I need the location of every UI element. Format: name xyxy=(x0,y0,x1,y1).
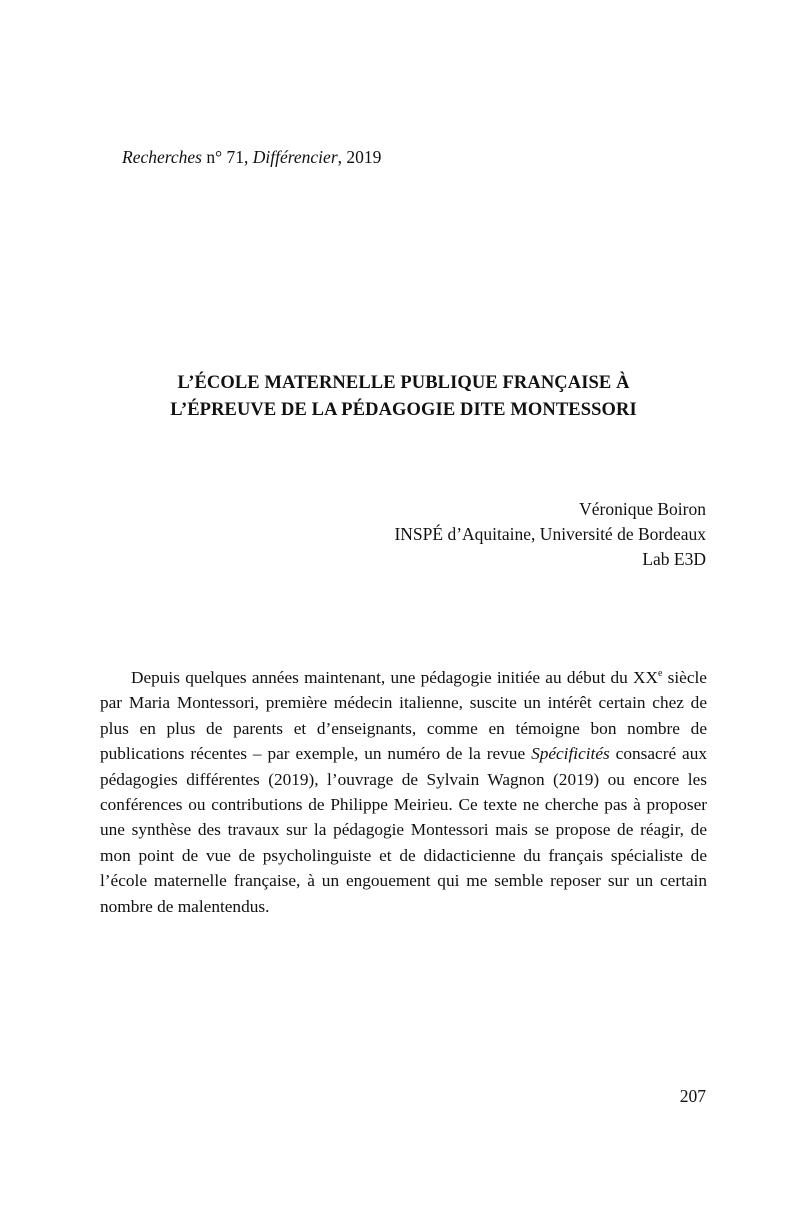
author-block xyxy=(394,497,706,572)
journal-year: , 2019 xyxy=(337,147,382,167)
century-superscript: e xyxy=(657,668,663,680)
journal-reference: Spécificités xyxy=(531,744,610,764)
page-number: 207 xyxy=(679,1086,706,1106)
article-title xyxy=(100,370,707,424)
abstract-text-part-3: consacré aux pédagogies différentes (2019), l’ouvrage de Sylvain Wagnon (2019) ou encore les conférences ou contributions de Philippe Meirieu. Ce texte ne cherche pas à proposer une synthèse des travaux sur la pédagogie Montessori mais se propose de réagir, de mon point de vue de psycholinguiste et de didacticienne du français spécialiste de l’école maternelle française, à un engouement qui me semble reposer sur un certain nombre de malentendus. xyxy=(100,744,707,916)
abstract-text-part-1: Depuis quelques années maintenant, une pédagogie initiée au début du XX xyxy=(131,668,658,687)
title-line-2: L’ÉPREUVE DE LA PÉDAGOGIE DITE MONTESSORI xyxy=(170,400,637,420)
title-line-1: L’ÉCOLE MATERNELLE PUBLIQUE FRANÇAISE À xyxy=(177,373,630,393)
author-name: Véronique Boiron xyxy=(579,499,706,519)
abstract-paragraph xyxy=(100,665,707,919)
author-affiliation: INSPÉ d’Aquitaine, Université de Bordeaux xyxy=(394,524,706,544)
journal-theme: Différencier xyxy=(252,147,338,167)
journal-issue: n° 71, xyxy=(202,147,253,167)
journal-header xyxy=(122,146,381,168)
abstract-text-part-2: siècle par Maria Montessori, première médecin italienne, suscite un intérêt certain chez de plus en plus de parents et d’enseignants, comme en témoigne bon nombre de publications récentes – par exemple, un numéro de la revue xyxy=(100,668,707,764)
author-lab: Lab E3D xyxy=(642,549,706,569)
journal-name: Recherches xyxy=(122,147,202,167)
